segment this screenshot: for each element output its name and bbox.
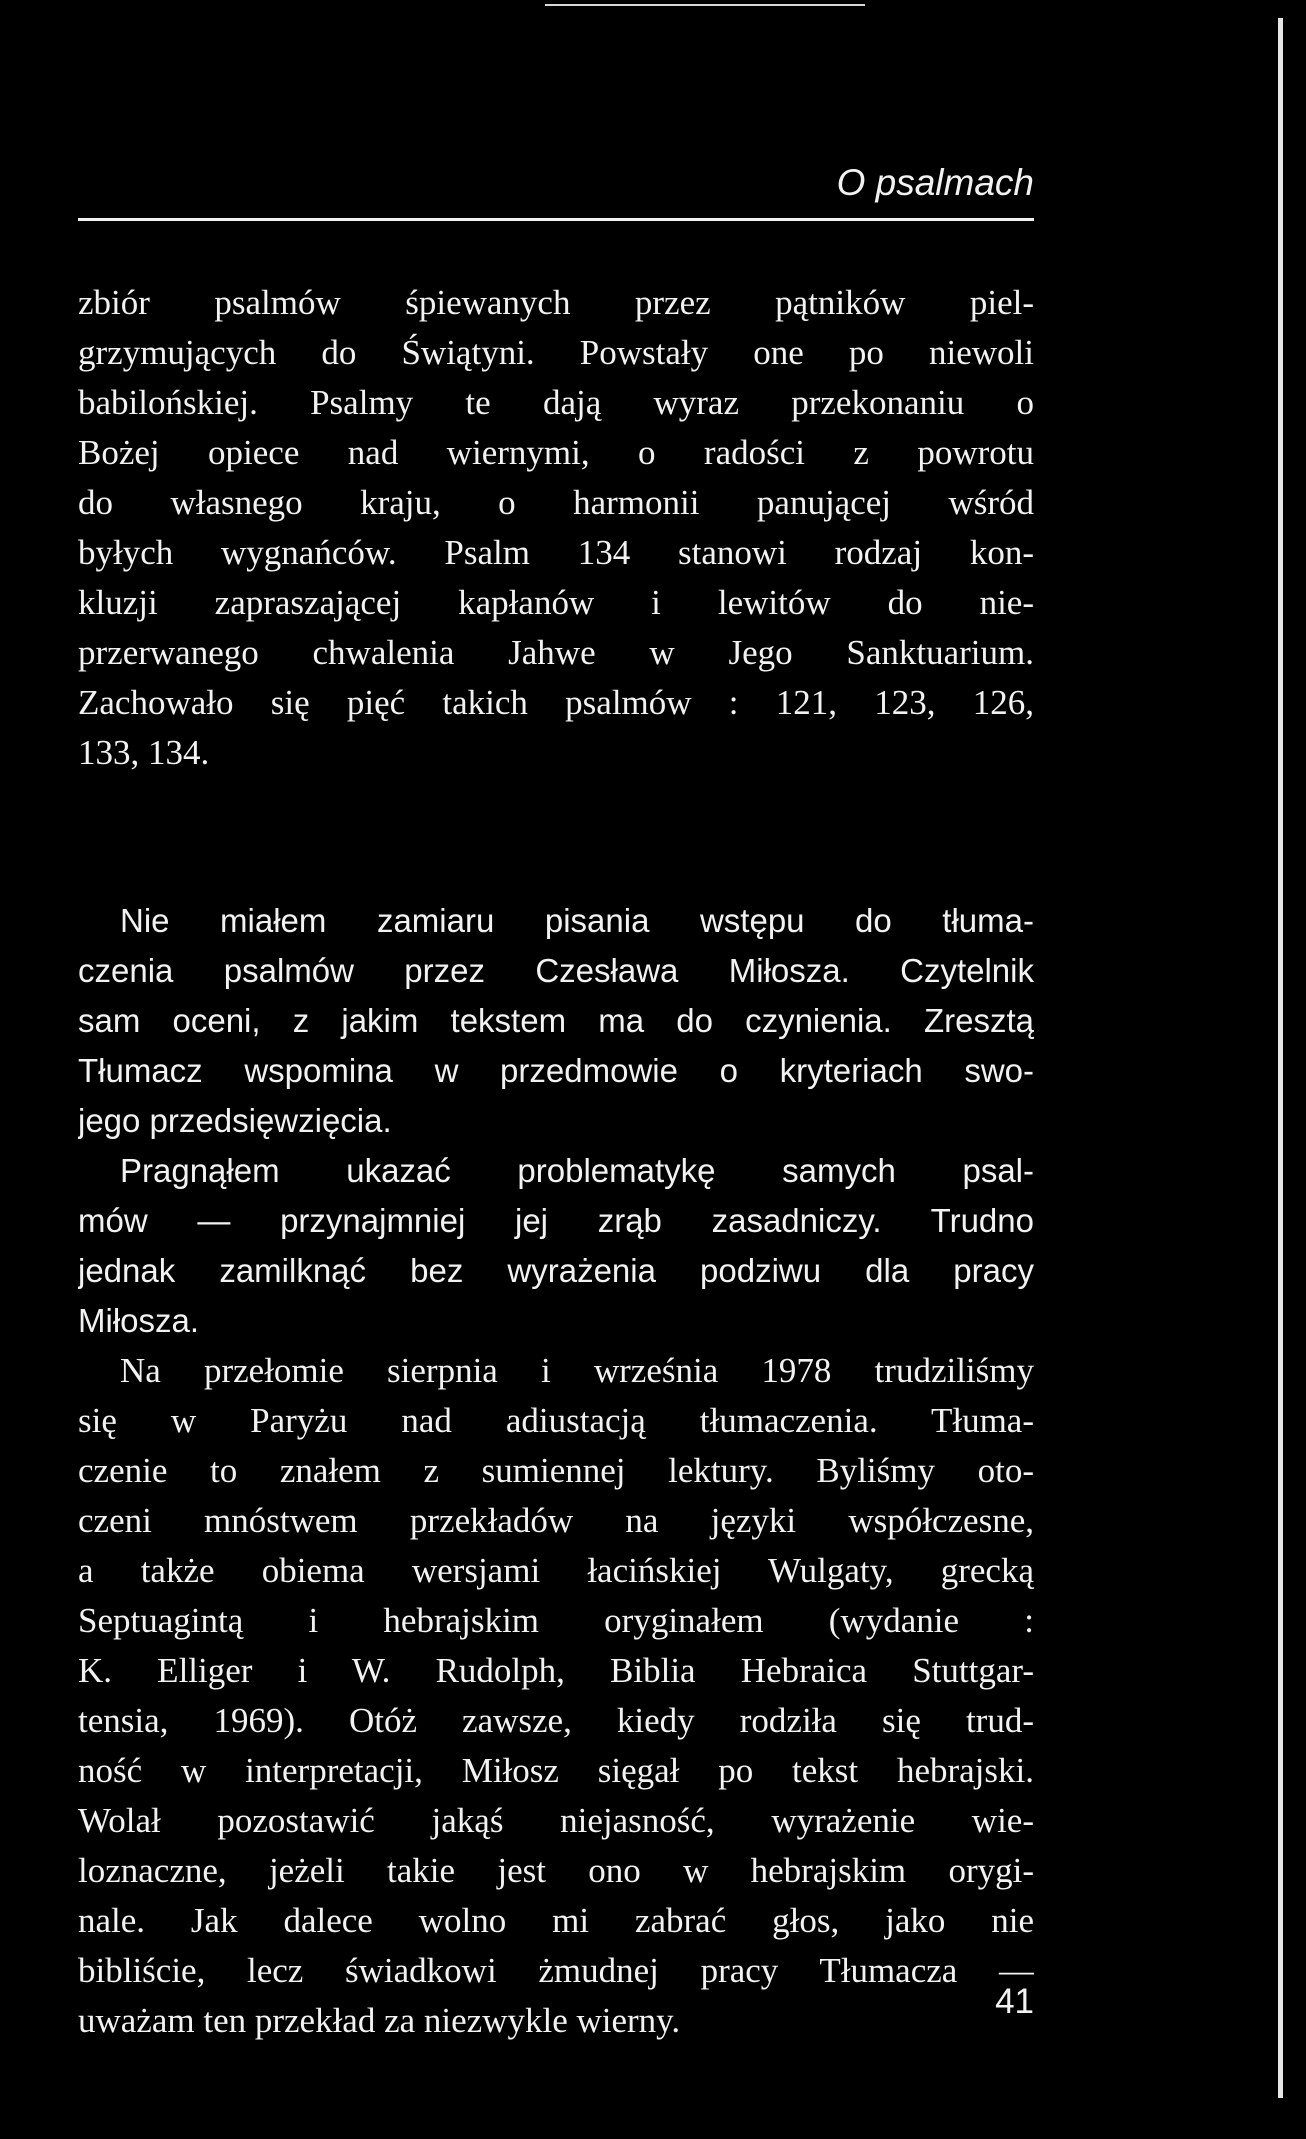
page-number: 41	[995, 1982, 1034, 2021]
text-line: K. Elliger i W. Rudolph, Biblia Hebraica Stuttgar-	[78, 1651, 1034, 1690]
text-line: jednak zamilknąć bez wyrażenia podziwu dla pracy	[78, 1252, 1034, 1289]
text-line: bibliście, lecz świadkowi żmudnej pracy Tłumacza —	[78, 1951, 1034, 1990]
text-block-translation	[78, 896, 1034, 2046]
text-line: tensia, 1969). Otóż zawsze, kiedy rodziła się trud-	[78, 1701, 1034, 1740]
text-line: Tłumacz wspomina w przedmowie o kryteriach swo-	[78, 1052, 1034, 1089]
text-line: loznaczne, jeżeli takie jest ono w hebrajskim orygi-	[78, 1851, 1034, 1890]
top-edge-line	[545, 4, 865, 6]
text-line: uważam ten przekład za niezwykle wierny.	[78, 2001, 681, 2040]
text-line: mów — przynajmniej jej zrąb zasadniczy. Trudno	[78, 1202, 1034, 1239]
text-line: się w Paryżu nad adiustacją tłumaczenia. Tłuma-	[78, 1401, 1034, 1440]
text-line: Wolał pozostawić jakąś niejasność, wyrażenie wie-	[78, 1801, 1034, 1840]
text-line: Zachowało się pięć takich psalmów : 121, 123, 126,	[78, 683, 1034, 722]
text-line: ność w interpretacji, Miłosz sięgał po tekst hebrajski.	[78, 1751, 1034, 1790]
page-edge-bar	[1278, 18, 1283, 2098]
header-rule	[78, 218, 1034, 221]
text-line: babilońskiej. Psalmy te dają wyraz przekonaniu o	[78, 383, 1034, 422]
text-line: Bożej opiece nad wiernymi, o radości z powrotu	[78, 433, 1034, 472]
text-block-psalms	[78, 278, 1034, 778]
text-line: sam oceni, z jakim tekstem ma do czynienia. Zresztą	[78, 1002, 1034, 1039]
text-line: kluzji zapraszającej kapłanów i lewitów do nie-	[78, 583, 1034, 622]
text-line: jego przedsięwzięcia.	[78, 1102, 392, 1139]
text-line: przerwanego chwalenia Jahwe w Jego Sanktuarium.	[78, 633, 1034, 672]
text-line: czenia psalmów przez Czesława Miłosza. Czytelnik	[78, 952, 1034, 989]
text-line: do własnego kraju, o harmonii panującej wśród	[78, 483, 1034, 522]
text-line: Nie miałem zamiaru pisania wstępu do tłuma-	[120, 902, 1034, 939]
text-line: Pragnąłem ukazać problematykę samych psal-	[120, 1152, 1034, 1189]
text-line: Na przełomie sierpnia i września 1978 trudziliśmy	[120, 1351, 1034, 1390]
text-line: 133, 134.	[78, 733, 210, 772]
text-line: nale. Jak dalece wolno mi zabrać głos, jako nie	[78, 1901, 1034, 1940]
text-line: czenie to znałem z sumiennej lektury. Byliśmy oto-	[78, 1451, 1034, 1490]
text-line: czeni mnóstwem przekładów na języki współczesne,	[78, 1501, 1034, 1540]
running-head: O psalmach	[836, 162, 1034, 203]
text-line: zbiór psalmów śpiewanych przez pątników piel-	[78, 283, 1034, 322]
text-line: byłych wygnańców. Psalm 134 stanowi rodzaj kon-	[78, 533, 1034, 572]
text-line: Miłosza.	[78, 1302, 200, 1339]
text-line: grzymujących do Świątyni. Powstały one po niewoli	[78, 333, 1034, 372]
text-line: a także obiema wersjami łacińskiej Wulgaty, grecką	[78, 1551, 1034, 1590]
text-line: Septuagintą i hebrajskim oryginałem (wydanie :	[78, 1601, 1034, 1640]
